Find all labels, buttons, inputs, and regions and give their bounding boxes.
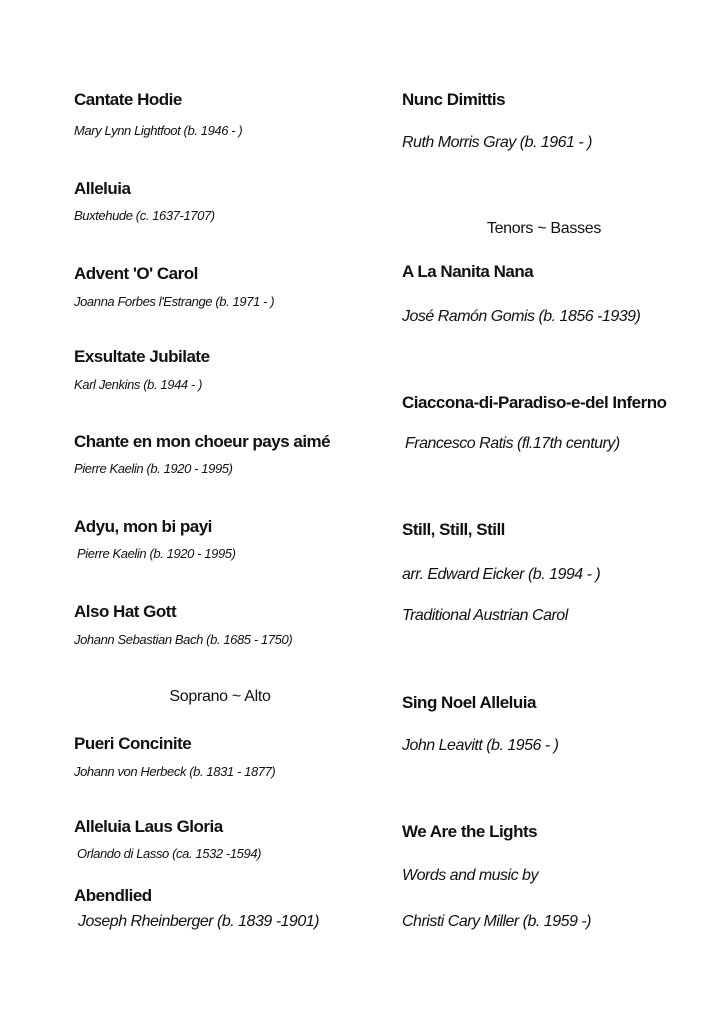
piece-composer: Francesco Ratis (fl.17th century) <box>405 435 620 452</box>
piece-composer: Johann Sebastian Bach (b. 1685 - 1750) <box>74 632 293 647</box>
piece-composer: Buxtehude (c. 1637-1707) <box>74 208 215 223</box>
piece-title: Abendlied <box>74 886 152 905</box>
piece-title: A La Nanita Nana <box>402 262 534 281</box>
piece-title: Ciaccona-di-Paradiso-e-del Inferno <box>402 393 667 412</box>
piece-title: Cantate Hodie <box>74 90 182 109</box>
piece-title: Also Hat Gott <box>74 602 177 621</box>
piece-composer: Joseph Rheinberger (b. 1839 -1901) <box>78 913 319 930</box>
piece-title: Exsultate Jubilate <box>74 347 210 366</box>
piece-note: Words and music by <box>402 867 538 884</box>
piece-title: Chante en mon choeur pays aimé <box>74 432 331 451</box>
piece-composer: Johann von Herbeck (b. 1831 - 1877) <box>74 764 276 779</box>
piece-title: Advent 'O' Carol <box>74 264 198 283</box>
piece-title: Still, Still, Still <box>402 520 505 539</box>
piece-composer: Pierre Kaelin (b. 1920 - 1995) <box>77 546 236 561</box>
piece-composer: Karl Jenkins (b. 1944 - ) <box>74 377 203 392</box>
piece-composer: Orlando di Lasso (ca. 1532 -1594) <box>77 846 262 861</box>
section-heading-soprano-alto: Soprano ~ Alto <box>169 688 271 705</box>
section-heading-tenors-basses: Tenors ~ Basses <box>486 220 602 237</box>
piece-title: Adyu, mon bi payi <box>74 517 212 536</box>
piece-composer: Christi Cary Miller (b. 1959 -) <box>402 913 591 930</box>
piece-composer: John Leavitt (b. 1956 - ) <box>402 737 559 754</box>
piece-title: Sing Noel Alleluia <box>402 693 536 712</box>
piece-title: Pueri Concinite <box>74 734 192 753</box>
piece-composer: Mary Lynn Lightfoot (b. 1946 - ) <box>74 123 243 138</box>
piece-composer: Pierre Kaelin (b. 1920 - 1995) <box>74 461 233 476</box>
piece-title: Nunc Dimittis <box>402 90 506 109</box>
piece-composer: Joanna Forbes l'Estrange (b. 1971 - ) <box>74 294 275 309</box>
piece-note: Traditional Austrian Carol <box>402 607 568 624</box>
piece-composer: arr. Edward Eicker (b. 1994 - ) <box>402 566 601 583</box>
piece-composer: José Ramón Gomis (b. 1856 -1939) <box>402 308 641 325</box>
piece-title: We Are the Lights <box>402 822 538 841</box>
piece-composer: Ruth Morris Gray (b. 1961 - ) <box>402 134 592 151</box>
piece-title: Alleluia <box>74 179 131 198</box>
piece-title: Alleluia Laus Gloria <box>74 817 223 836</box>
